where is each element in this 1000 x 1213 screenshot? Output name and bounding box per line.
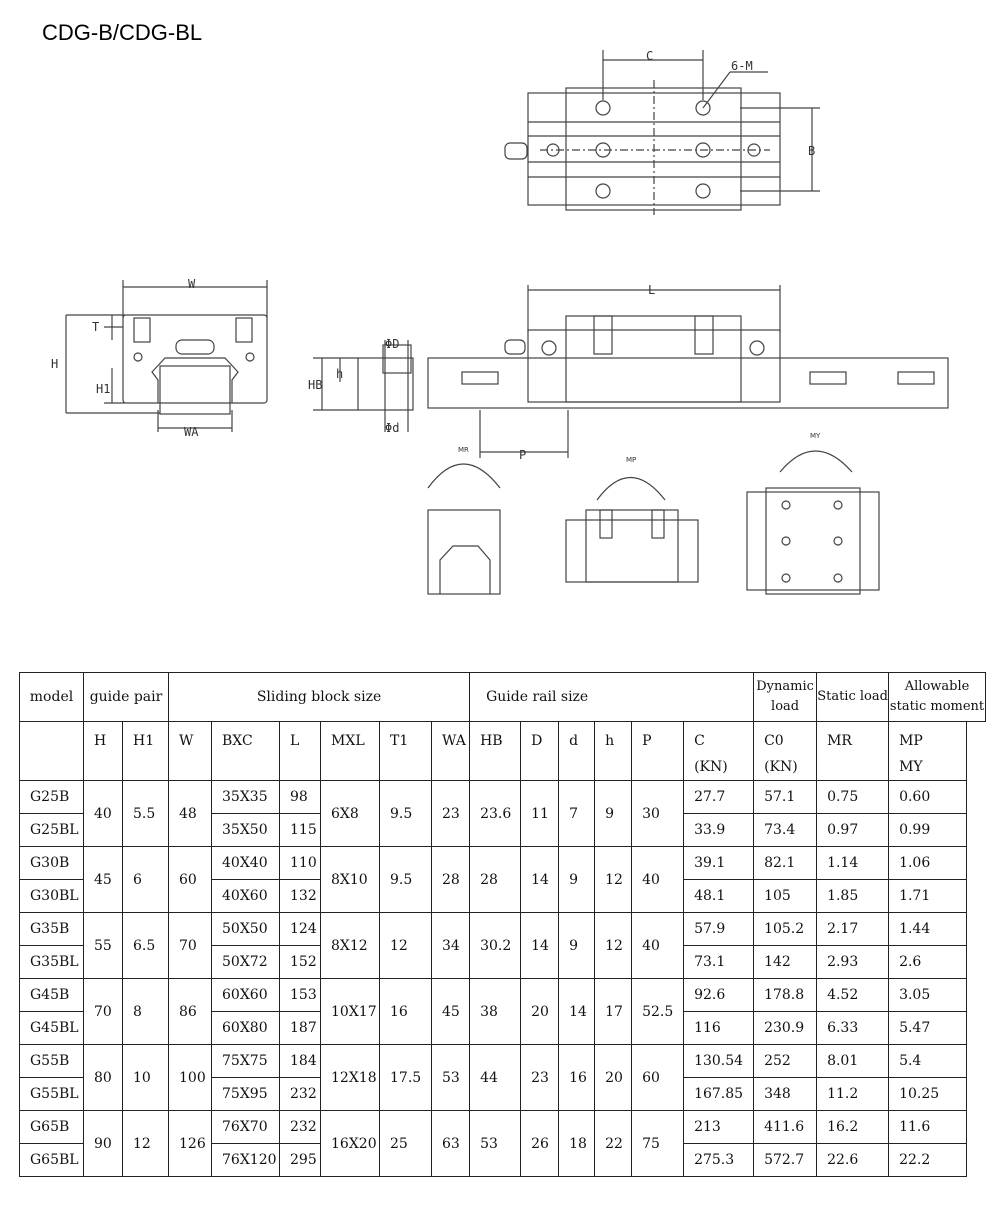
cell-mp: 0.60 bbox=[889, 781, 967, 814]
cell-bxc: 50X72 bbox=[212, 946, 280, 979]
cell-w: 60 bbox=[169, 847, 212, 913]
cell-l: 295 bbox=[280, 1144, 321, 1177]
cell-w: 126 bbox=[169, 1111, 212, 1177]
front-view bbox=[66, 280, 267, 432]
cell-model: G45B bbox=[20, 979, 84, 1012]
moment-mr bbox=[428, 464, 500, 594]
label-b: B bbox=[808, 144, 816, 158]
header-row-1 bbox=[20, 673, 986, 722]
cell-t1: 9.5 bbox=[380, 781, 432, 847]
cell-mxl: 16X20 bbox=[321, 1111, 380, 1177]
cell-t1: 9.5 bbox=[380, 847, 432, 913]
cell-p: 75 bbox=[632, 1111, 684, 1177]
cell-t1: 12 bbox=[380, 913, 432, 979]
cell-bxc: 40X40 bbox=[212, 847, 280, 880]
header-w: W bbox=[169, 722, 212, 781]
cell-mr: 8.01 bbox=[817, 1045, 889, 1078]
cell-c: 39.1 bbox=[684, 847, 754, 880]
cell-c: 73.1 bbox=[684, 946, 754, 979]
header-h-small: h bbox=[595, 722, 632, 781]
label-h-small: h bbox=[336, 367, 344, 381]
cell-d: 26 bbox=[521, 1111, 559, 1177]
cell-bxc: 75X95 bbox=[212, 1078, 280, 1111]
header-c bbox=[684, 722, 754, 781]
cell-p: 40 bbox=[632, 847, 684, 913]
label-mp: MP bbox=[626, 456, 637, 464]
cell-mxl: 8X10 bbox=[321, 847, 380, 913]
header-sliding-block: Sliding block size bbox=[169, 673, 470, 722]
header-p: P bbox=[632, 722, 684, 781]
cell-l: 153 bbox=[280, 979, 321, 1012]
label-l: L bbox=[648, 283, 656, 297]
cell-mp: 1.06 bbox=[889, 847, 967, 880]
header-h1: H1 bbox=[123, 722, 169, 781]
cell-d: 14 bbox=[521, 913, 559, 979]
header-c0 bbox=[754, 722, 817, 781]
header-guide-pair: guide pair bbox=[84, 673, 169, 722]
cell-mp: 5.4 bbox=[889, 1045, 967, 1078]
cell-bxc: 75X75 bbox=[212, 1045, 280, 1078]
cell-model: G30B bbox=[20, 847, 84, 880]
cell-c: 57.9 bbox=[684, 913, 754, 946]
label-6m: 6-M bbox=[731, 59, 753, 73]
side-view bbox=[428, 285, 948, 458]
cell-c: 33.9 bbox=[684, 814, 754, 847]
label-p: P bbox=[519, 448, 527, 462]
spec-table bbox=[19, 672, 986, 1177]
label-h1: H1 bbox=[96, 382, 111, 396]
cell-mp: 0.99 bbox=[889, 814, 967, 847]
cell-c: 213 bbox=[684, 1111, 754, 1144]
cell-mr: 16.2 bbox=[817, 1111, 889, 1144]
header-mp-my bbox=[889, 722, 967, 781]
cell-l: 115 bbox=[280, 814, 321, 847]
header-c-unit: (KN) bbox=[694, 759, 728, 775]
cell-t1: 25 bbox=[380, 1111, 432, 1177]
cell-d: 7 bbox=[559, 781, 595, 847]
cell-hb: 53 bbox=[470, 1111, 521, 1177]
cell-h: 80 bbox=[84, 1045, 123, 1111]
cell-mr: 2.17 bbox=[817, 913, 889, 946]
cell-h: 40 bbox=[84, 781, 123, 847]
cell-t1: 17.5 bbox=[380, 1045, 432, 1111]
table-row bbox=[20, 1111, 986, 1144]
label-wa: WA bbox=[184, 425, 199, 439]
table-row bbox=[20, 979, 986, 1012]
header-mp: MP bbox=[899, 733, 923, 749]
cell-mr: 0.97 bbox=[817, 814, 889, 847]
label-w: W bbox=[188, 277, 196, 291]
cell-h: 20 bbox=[595, 1045, 632, 1111]
cell-h: 12 bbox=[595, 847, 632, 913]
cell-h1: 5.5 bbox=[123, 781, 169, 847]
header-c-label: C bbox=[694, 733, 705, 749]
cell-d: 18 bbox=[559, 1111, 595, 1177]
label-phi-d-small: Φd bbox=[385, 421, 400, 435]
cell-model: G55BL bbox=[20, 1078, 84, 1111]
header-empty bbox=[20, 722, 84, 781]
rail-section bbox=[313, 340, 413, 432]
cell-model: G35BL bbox=[20, 946, 84, 979]
cell-p: 60 bbox=[632, 1045, 684, 1111]
cell-d: 14 bbox=[559, 979, 595, 1045]
header-h: H bbox=[84, 722, 123, 781]
cell-wa: 45 bbox=[432, 979, 470, 1045]
cell-bxc: 50X50 bbox=[212, 913, 280, 946]
cell-model: G25BL bbox=[20, 814, 84, 847]
top-view bbox=[505, 50, 820, 215]
cell-hb: 44 bbox=[470, 1045, 521, 1111]
cell-l: 98 bbox=[280, 781, 321, 814]
cell-h: 55 bbox=[84, 913, 123, 979]
header-dynamic: Dynamic load bbox=[754, 673, 817, 722]
cell-mp: 5.47 bbox=[889, 1012, 967, 1045]
cell-c: 27.7 bbox=[684, 781, 754, 814]
header-l: L bbox=[280, 722, 321, 781]
cell-mr: 0.75 bbox=[817, 781, 889, 814]
cell-h: 17 bbox=[595, 979, 632, 1045]
cell-c: 48.1 bbox=[684, 880, 754, 913]
cell-c0: 348 bbox=[754, 1078, 817, 1111]
cell-mp: 1.71 bbox=[889, 880, 967, 913]
cell-h1: 6 bbox=[123, 847, 169, 913]
cell-model: G65BL bbox=[20, 1144, 84, 1177]
header-d: D bbox=[521, 722, 559, 781]
cell-c0: 230.9 bbox=[754, 1012, 817, 1045]
cell-c: 275.3 bbox=[684, 1144, 754, 1177]
cell-mr: 1.85 bbox=[817, 880, 889, 913]
header-t1: T1 bbox=[380, 722, 432, 781]
cell-mp: 2.6 bbox=[889, 946, 967, 979]
cell-c0: 142 bbox=[754, 946, 817, 979]
cell-w: 70 bbox=[169, 913, 212, 979]
page-title: CDG-B/CDG-BL bbox=[42, 20, 203, 45]
cell-d: 20 bbox=[521, 979, 559, 1045]
cell-mr: 22.6 bbox=[817, 1144, 889, 1177]
cell-mr: 2.93 bbox=[817, 946, 889, 979]
cell-h1: 6.5 bbox=[123, 913, 169, 979]
table-row bbox=[20, 1045, 986, 1078]
cell-h: 22 bbox=[595, 1111, 632, 1177]
cell-d: 11 bbox=[521, 781, 559, 847]
cell-wa: 63 bbox=[432, 1111, 470, 1177]
cell-d: 9 bbox=[559, 847, 595, 913]
header-mr: MR bbox=[817, 722, 889, 781]
cell-l: 232 bbox=[280, 1111, 321, 1144]
cell-l: 110 bbox=[280, 847, 321, 880]
cell-mr: 6.33 bbox=[817, 1012, 889, 1045]
header-row-2 bbox=[20, 722, 986, 781]
cell-mr: 4.52 bbox=[817, 979, 889, 1012]
cell-bxc: 60X60 bbox=[212, 979, 280, 1012]
cell-p: 30 bbox=[632, 781, 684, 847]
cell-l: 152 bbox=[280, 946, 321, 979]
cell-d: 14 bbox=[521, 847, 559, 913]
header-d-small: d bbox=[559, 722, 595, 781]
cell-c: 167.85 bbox=[684, 1078, 754, 1111]
label-c: C bbox=[646, 49, 654, 63]
cell-bxc: 76X120 bbox=[212, 1144, 280, 1177]
cell-mxl: 6X8 bbox=[321, 781, 380, 847]
label-hb: HB bbox=[308, 378, 323, 392]
moment-my bbox=[747, 451, 879, 594]
cell-c: 130.54 bbox=[684, 1045, 754, 1078]
cell-mr: 11.2 bbox=[817, 1078, 889, 1111]
table-row bbox=[20, 913, 986, 946]
header-mxl: MXL bbox=[321, 722, 380, 781]
header-wa: WA bbox=[432, 722, 470, 781]
cell-h: 70 bbox=[84, 979, 123, 1045]
cell-hb: 30.2 bbox=[470, 913, 521, 979]
cell-w: 86 bbox=[169, 979, 212, 1045]
cell-t1: 16 bbox=[380, 979, 432, 1045]
cell-c0: 105.2 bbox=[754, 913, 817, 946]
cell-wa: 23 bbox=[432, 781, 470, 847]
label-my: MY bbox=[810, 432, 821, 440]
header-bxc: BXC bbox=[212, 722, 280, 781]
cell-d: 9 bbox=[559, 913, 595, 979]
cell-bxc: 35X35 bbox=[212, 781, 280, 814]
cell-mp: 3.05 bbox=[889, 979, 967, 1012]
cell-bxc: 60X80 bbox=[212, 1012, 280, 1045]
label-phi-d: ΦD bbox=[385, 337, 400, 351]
cell-model: G35B bbox=[20, 913, 84, 946]
cell-c0: 73.4 bbox=[754, 814, 817, 847]
header-model: model bbox=[20, 673, 84, 722]
cell-model: G55B bbox=[20, 1045, 84, 1078]
moment-mp bbox=[566, 478, 698, 583]
cell-mr: 1.14 bbox=[817, 847, 889, 880]
cell-c0: 572.7 bbox=[754, 1144, 817, 1177]
cell-wa: 53 bbox=[432, 1045, 470, 1111]
cell-mp: 1.44 bbox=[889, 913, 967, 946]
cell-h1: 8 bbox=[123, 979, 169, 1045]
cell-l: 132 bbox=[280, 880, 321, 913]
cell-l: 184 bbox=[280, 1045, 321, 1078]
cell-model: G65B bbox=[20, 1111, 84, 1144]
label-t: T bbox=[92, 320, 100, 334]
table-row bbox=[20, 847, 986, 880]
cell-l: 232 bbox=[280, 1078, 321, 1111]
cell-h: 45 bbox=[84, 847, 123, 913]
cell-hb: 38 bbox=[470, 979, 521, 1045]
cell-mp: 10.25 bbox=[889, 1078, 967, 1111]
cell-c0: 411.6 bbox=[754, 1111, 817, 1144]
cell-w: 48 bbox=[169, 781, 212, 847]
header-my: MY bbox=[899, 759, 923, 775]
cell-h1: 12 bbox=[123, 1111, 169, 1177]
header-c0-label: C0 bbox=[764, 733, 784, 749]
table-row bbox=[20, 781, 986, 814]
cell-c: 116 bbox=[684, 1012, 754, 1045]
cell-mp: 22.2 bbox=[889, 1144, 967, 1177]
cell-bxc: 76X70 bbox=[212, 1111, 280, 1144]
header-guide-rail: Guide rail size bbox=[470, 673, 754, 722]
cell-c0: 105 bbox=[754, 880, 817, 913]
cell-w: 100 bbox=[169, 1045, 212, 1111]
header-moment: Allowable static moment bbox=[889, 673, 986, 722]
cell-p: 52.5 bbox=[632, 979, 684, 1045]
cell-c0: 57.1 bbox=[754, 781, 817, 814]
cell-wa: 28 bbox=[432, 847, 470, 913]
cell-c0: 252 bbox=[754, 1045, 817, 1078]
cell-model: G45BL bbox=[20, 1012, 84, 1045]
cell-bxc: 35X50 bbox=[212, 814, 280, 847]
cell-model: G30BL bbox=[20, 880, 84, 913]
cell-c0: 178.8 bbox=[754, 979, 817, 1012]
cell-mp: 11.6 bbox=[889, 1111, 967, 1144]
cell-wa: 34 bbox=[432, 913, 470, 979]
cell-d: 16 bbox=[559, 1045, 595, 1111]
cell-d: 23 bbox=[521, 1045, 559, 1111]
cell-h: 12 bbox=[595, 913, 632, 979]
header-static: Static load bbox=[817, 673, 889, 722]
cell-p: 40 bbox=[632, 913, 684, 979]
cell-mxl: 10X17 bbox=[321, 979, 380, 1045]
cell-l: 124 bbox=[280, 913, 321, 946]
label-mr: MR bbox=[458, 446, 469, 454]
cell-model: G25B bbox=[20, 781, 84, 814]
cell-l: 187 bbox=[280, 1012, 321, 1045]
cell-h: 9 bbox=[595, 781, 632, 847]
cell-h1: 10 bbox=[123, 1045, 169, 1111]
cell-hb: 23.6 bbox=[470, 781, 521, 847]
cell-mxl: 12X18 bbox=[321, 1045, 380, 1111]
cell-hb: 28 bbox=[470, 847, 521, 913]
cell-c0: 82.1 bbox=[754, 847, 817, 880]
cell-mxl: 8X12 bbox=[321, 913, 380, 979]
cell-bxc: 40X60 bbox=[212, 880, 280, 913]
header-c0-unit: (KN) bbox=[764, 759, 798, 775]
cell-h: 90 bbox=[84, 1111, 123, 1177]
cell-c: 92.6 bbox=[684, 979, 754, 1012]
label-h: H bbox=[51, 357, 59, 371]
header-hb: HB bbox=[470, 722, 521, 781]
